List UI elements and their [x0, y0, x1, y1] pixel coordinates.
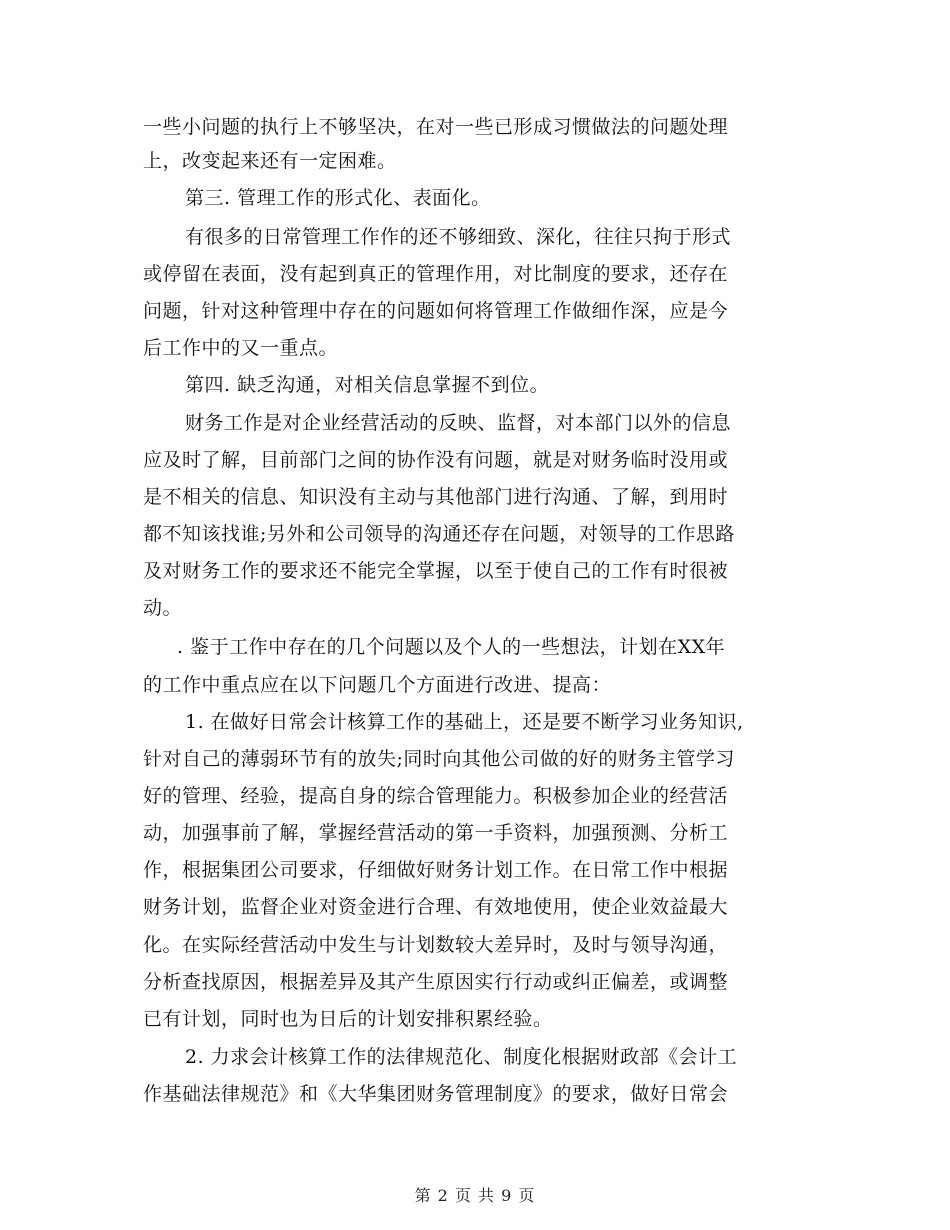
text-line: 化。在实际经营活动中发生与计划数较大差异时，及时与领导沟通，: [143, 934, 729, 956]
text-line: 分析查找原因，根据差异及其产生原因实行行动或纠正偏差，或调整: [143, 971, 729, 993]
text-line: 后工作中的又一重点。: [143, 337, 339, 359]
text-line: 财务工作是对企业经营活动的反映、监督，对本部门以外的信息: [185, 412, 732, 434]
text-line: 动。: [143, 597, 183, 619]
text-line: 及对财务工作的要求还不能完全掌握，以至于使自己的工作有时很被: [143, 560, 729, 582]
text-line: 上，改变起来还有一定困难。: [143, 150, 397, 172]
text-line: 都不知该找谁;另外和公司领导的沟通还存在问题，对领导的工作思路: [143, 523, 735, 545]
text-line: . 鉴于工作中存在的几个问题以及个人的一些想法，计划在XX年: [177, 636, 726, 658]
text-line: 问题，针对这种管理中存在的问题如何将管理工作做细作深，应是今: [143, 300, 729, 322]
text-line: 应及时了解，目前部门之间的协作没有问题，就是对财务临时没用或: [143, 449, 729, 471]
text-line: 好的管理、经验，提高自身的综合管理能力。积极参加企业的经营活: [143, 785, 729, 807]
text-line: 是不相关的信息、知识没有主动与其他部门进行沟通、了解，到用时: [143, 486, 729, 508]
section-heading: 第三. 管理工作的形式化、表面化。: [185, 187, 491, 209]
text-line: 针对自己的薄弱环节有的放失;同时向其他公司做的好的财务主管学习: [143, 748, 735, 770]
text-line: 作基础法律规范》和《大华集团财务管理制度》的要求，做好日常会: [143, 1083, 729, 1105]
text-line: 或停留在表面，没有起到真正的管理作用，对比制度的要求，还存在: [143, 263, 729, 285]
text-line: 有很多的日常管理工作作的还不够细致、深化，往往只拘于形式: [185, 226, 732, 248]
list-item-2: 2. 力求会计核算工作的法律规范化、制度化根据财政部《会计工: [185, 1046, 738, 1068]
text-line: 动，加强事前了解，掌握经营活动的第一手资料，加强预测、分析工: [143, 822, 729, 844]
text-line: 作，根据集团公司要求，仔细做好财务计划工作。在日常工作中根据: [143, 859, 729, 881]
list-item-1: 1. 在做好日常会计核算工作的基础上，还是要不断学习业务知识,: [185, 711, 744, 733]
section-heading: 第四. 缺乏沟通，对相关信息掌握不到位。: [185, 374, 550, 396]
page-number-footer: 第 2 页 共 9 页: [414, 1186, 536, 1205]
text-line: 财务计划，监督企业对资金进行合理、有效地使用，使企业效益最大: [143, 896, 729, 918]
text-line: 的工作中重点应在以下问题几个方面进行改进、提高：: [143, 674, 612, 696]
text-line: 已有计划，同时也为日后的计划安排积累经验。: [143, 1008, 553, 1030]
text-line: 一些小问题的执行上不够坚决，在对一些已形成习惯做法的问题处理: [143, 116, 729, 138]
